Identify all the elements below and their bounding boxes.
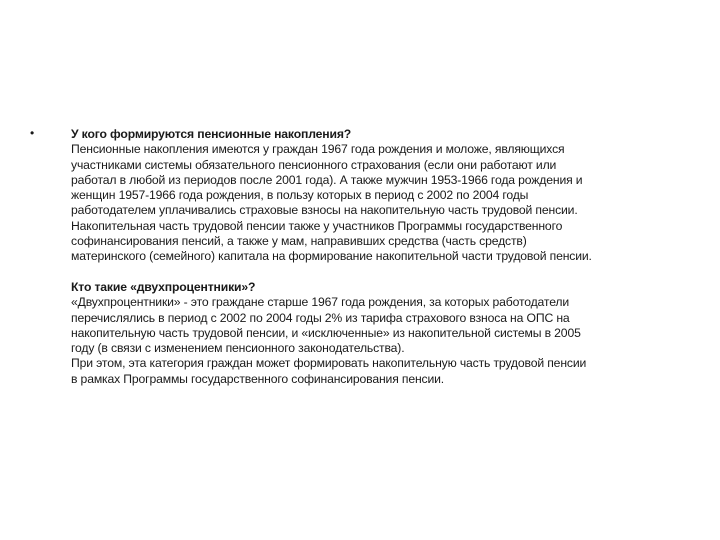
answer-line: накопительную часть трудовой пенсии, и «исключенные» из накопительной системы в 2005 xyxy=(71,325,581,340)
answer-line: материнского (семейного) капитала на формирование накопительной части трудовой пенсии. xyxy=(71,249,592,264)
answer-line: Накопительная часть трудовой пенсии также у участников Программы государственного xyxy=(71,218,563,233)
answer-line: участниками системы обязательного пенсионного страхования (если они работают или xyxy=(71,157,557,172)
bullet-point: • xyxy=(30,126,35,140)
answer-line: работал в любой из периодов после 2001 года). А также мужчин 1953-1966 года рождения и xyxy=(71,172,583,187)
answer-line: работодателем уплачивались страховые взносы на накопительную часть трудовой пенсии. xyxy=(71,203,578,218)
answer-line: софинансирования пенсий, а также у мам, направивших средства (часть средств) xyxy=(71,234,527,249)
question-pension-savings: У кого формируются пенсионные накопления? xyxy=(71,127,352,141)
answer-line: Пенсионные накопления имеются у граждан 1967 года рождения и моложе, являющихся xyxy=(71,142,565,157)
answer-line: в рамках Программы государственного софинансирования пенсии. xyxy=(71,371,445,386)
answer-line: «Двухпроцентники» - это граждане старше 1967 года рождения, за которых работодатели xyxy=(71,295,570,310)
answer-line: перечислялись в период с 2002 по 2004 годы 2% из тарифа страхового взноса на ОПС на xyxy=(71,310,570,325)
answer-line: году (в связи с изменением пенсионного законодательства). xyxy=(71,341,405,356)
answer-line: При этом, эта категория граждан может формировать накопительную часть трудовой пенсии xyxy=(71,356,587,371)
text-block xyxy=(71,127,703,387)
question-two-percenters: Кто такие «двухпроцентники»? xyxy=(71,279,256,294)
answer-line: женщин 1957-1966 года рождения, в пользу которых в период с 2002 по 2004 годы xyxy=(71,188,529,203)
paragraph-gap xyxy=(71,265,703,280)
